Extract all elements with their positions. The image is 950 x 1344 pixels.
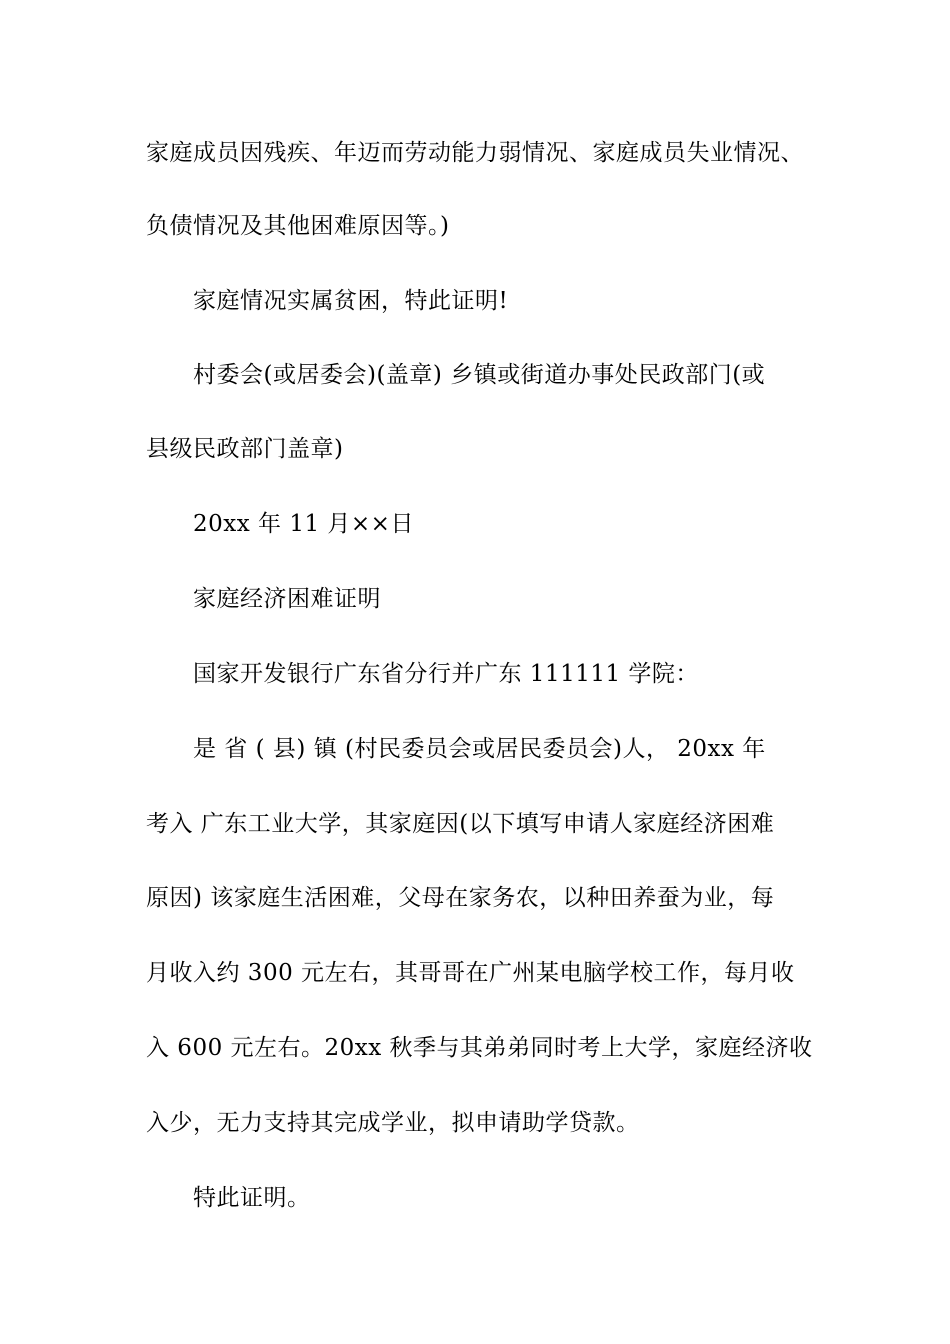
text-line: 月收入约 300 元左右，其哥哥在广州某电脑学校工作，每月收	[146, 960, 795, 986]
text-line: 村委会(或居委会)(盖章) 乡镇或街道办事处民政部门(或	[193, 362, 766, 388]
date-line: 20xx 年 11 月××日	[193, 511, 414, 537]
text-line: 县级民政部门盖章)	[146, 436, 344, 462]
text-line: 负债情况及其他困难原因等。)	[146, 213, 450, 239]
text-line: 原因) 该家庭生活困难，父母在家务农，以种田养蚕为业，每	[146, 885, 775, 911]
text-line: 考入 广东工业大学，其家庭因(以下填写申请人家庭经济困难	[146, 811, 775, 837]
addressee-line: 国家开发银行广东省分行并广东 111111 学院：	[193, 661, 699, 687]
document-title: 家庭经济困难证明	[193, 586, 381, 612]
text-line: 入 600 元左右。20xx 秋季与其弟弟同时考上大学，家庭经济收	[146, 1035, 813, 1061]
text-line: 家庭成员因残疾、年迈而劳动能力弱情况、家庭成员失业情况、	[146, 140, 804, 166]
closing-line: 特此证明。	[193, 1185, 311, 1211]
paragraph-statement: 家庭情况实属贫困，特此证明!	[193, 288, 509, 314]
text-line: 是 省 ( 县) 镇 (村民委员会或居民委员会)人， 20xx 年	[193, 736, 766, 762]
text-line: 入少，无力支持其完成学业，拟申请助学贷款。	[146, 1110, 640, 1136]
